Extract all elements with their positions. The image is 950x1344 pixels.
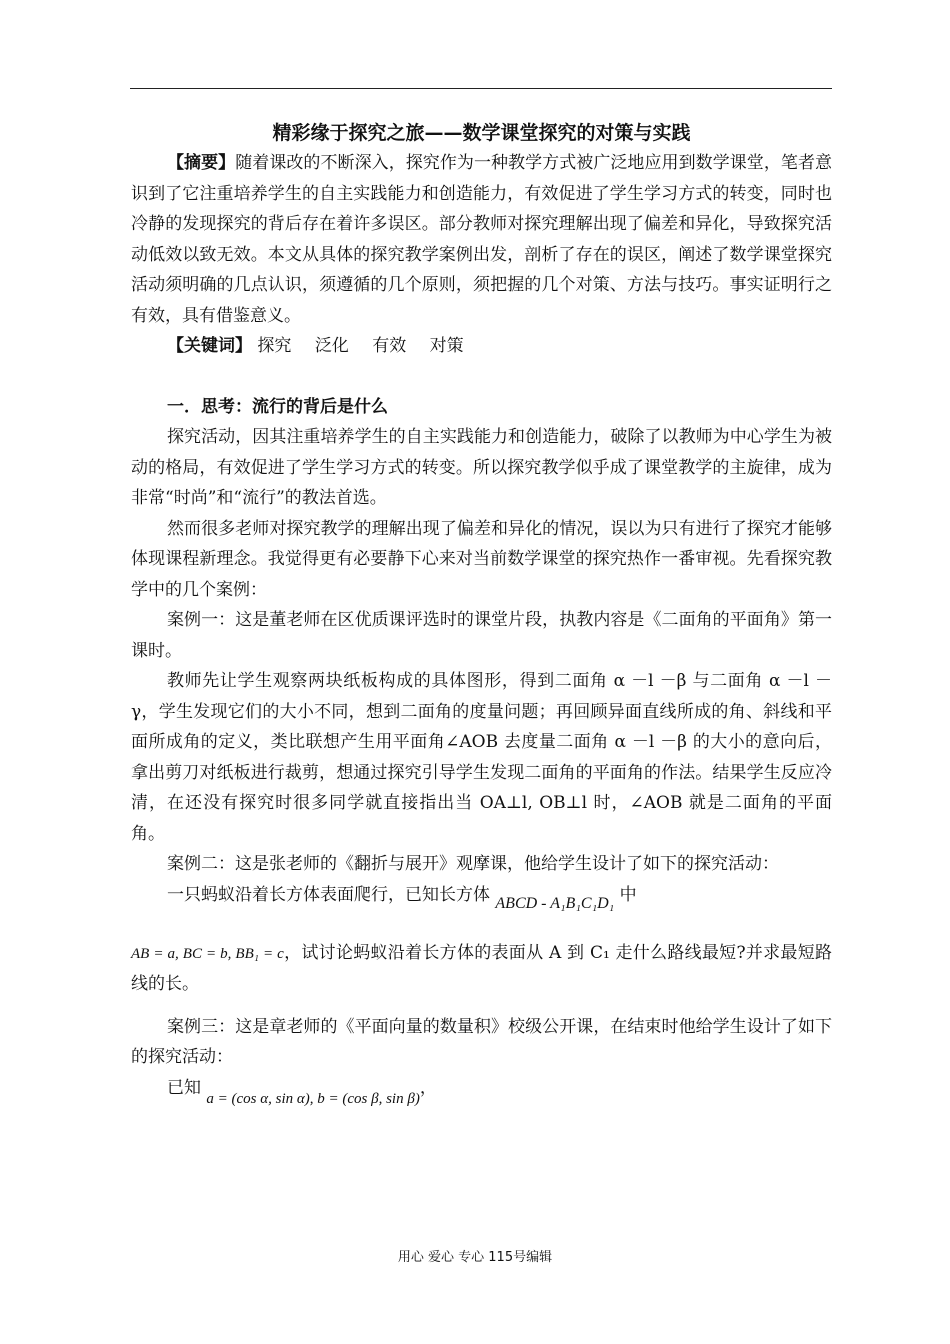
spacer — [131, 362, 832, 392]
keywords-line — [131, 331, 832, 362]
section-heading: 一．思考：流行的背后是什么 — [167, 396, 388, 417]
page-footer: 用心 爱心 专心 115号编辑 — [397, 1250, 553, 1265]
case-two-question-mid: 中 — [619, 884, 637, 905]
case-one-intro: 案例一：这是董老师在区优质课评选时的课堂片段，执教内容是《二面角的平面角》第一课时。 — [131, 610, 832, 661]
case-three-question-start: 已知 — [167, 1077, 201, 1098]
keyword-item: 对策 — [429, 336, 464, 356]
keyword-item: 泛化 — [314, 336, 349, 356]
edge-length-formula: AB = a, BC = b, BB₁ = c — [131, 945, 284, 962]
case-two-question-cont — [131, 938, 832, 1000]
abstract-paragraph — [131, 148, 832, 331]
case-two-question-line — [131, 880, 832, 924]
case-one-detail: 教师先让学生观察两块纸板构成的具体图形，得到二面角 α －l －β 与二面角 α －l －γ，学生发现它们的大小不同，想到二面角的度量问题；再回顾异面直线所成的角、斜线和平面所成角的定义，类比联想产生用平面角∠AOB 去度量二面角 α －l －β 的大小的意向后，拿出剪刀对纸板进行裁剪，想通过探究引导学生发现二面角的平面角的作法。结果学生反应冷清，在还没有探究时很多同学就直接指出当 OA⊥l, OB⊥l 时，∠AOB 就是二面角的平面角。 — [131, 671, 832, 844]
case-three-question-tail: ， — [419, 1077, 437, 1098]
abstract-label: 【摘要】 — [167, 153, 236, 173]
keywords-label: 【关键词】 — [167, 336, 252, 356]
case-three-intro: 案例三：这是章老师的《平面向量的数量积》校级公开课，在结束时他给学生设计了如下的探究活动： — [131, 1016, 832, 1067]
header-rule — [130, 88, 832, 89]
document-body — [131, 118, 833, 1107]
abstract-text: 随着课改的不断深入，探究作为一种教学方式被广泛地应用到数学课堂，笔者意识到了它注重培养学生的自主实践能力和创造能力，有效促进了学生学习方式的转变，同时也冷静的发现探究的背后存在着许多误区。部分教师对探究理解出现了偏差和异化，导致探究活动低效以致无效。本文从具体的探究教学案例出发，剖析了存在的误区，阐述了数学课堂探究活动须明确的几点认识，须遵循的几个原则，须把握的几个对策、方法与技巧。事实证明行之有效，具有借鉴意义。 — [131, 153, 833, 326]
case-two-intro: 案例二：这是张老师的《翻折与展开》观摩课，他给学生设计了如下的探究活动： — [167, 854, 779, 874]
case-two-question-start: 一只蚂蚁沿着长方体表面爬行，已知长方体 — [167, 884, 490, 905]
keyword-item: 有效 — [372, 336, 407, 356]
case-three-question-line — [131, 1073, 832, 1105]
article-title: 精彩缘于探究之旅——数学课堂探究的对策与实践 — [272, 122, 691, 144]
paragraph: 然而很多老师对探究教学的理解出现了偏差和异化的情况，误以为只有进行了探究才能够体现课程新理念。我觉得更有必要静下心来对当前数学课堂的探究热作一番审视。先看探究教学中的几个案例： — [131, 518, 832, 600]
spacer — [131, 1000, 832, 1012]
case-two-question-end: ，试讨论蚂蚁沿着长方体的表面从 A 到 C₁ 走什么路线最短?并求最短路线的长。 — [131, 942, 832, 994]
vector-formula: a = (cos α, sin α), b = (cos β, sin β) — [206, 1090, 420, 1107]
cuboid-formula: ABCD - A₁B₁C₁D₁ — [495, 894, 615, 912]
keyword-item: 探究 — [257, 336, 292, 356]
paragraph: 探究活动，因其注重培养学生的自主实践能力和创造能力，破除了以教师为中心学生为被动的格局，有效促进了学生学习方式的转变。所以探究教学似乎成了课堂教学的主旋律，成为非常“时尚”和“流行”的教法首选。 — [131, 427, 832, 508]
